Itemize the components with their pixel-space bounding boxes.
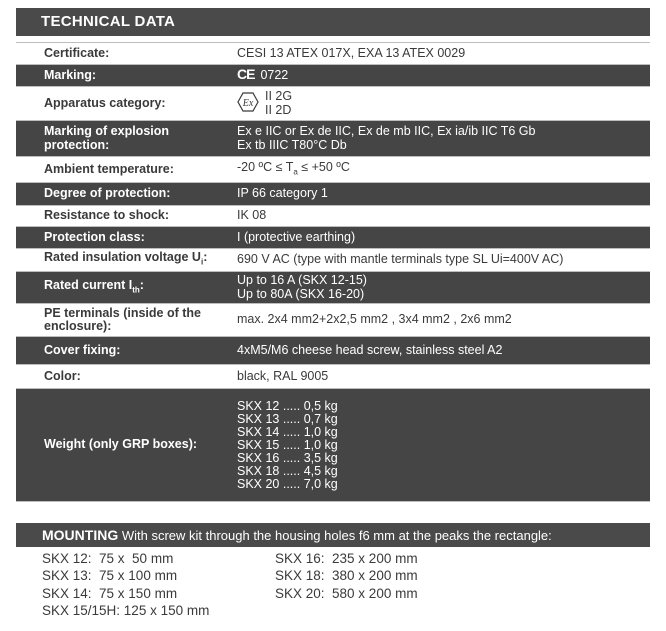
table-row-cover	[16, 337, 650, 365]
table-row-protection-class	[16, 227, 650, 249]
label-line: protection:	[44, 137, 110, 152]
category-line: II 2G	[265, 89, 293, 103]
row-value: 4xM5/M6 cheese head screw, stainless steel A2	[229, 337, 650, 365]
mounting-header	[16, 523, 650, 547]
table-row-insulation	[16, 249, 650, 272]
mounting-item: SKX 16: 235 x 200 mm	[275, 551, 418, 566]
mounting-text: With screw kit through the housing holes f6 mm at the peaks the rectangle:	[118, 528, 552, 543]
label-sub: th	[132, 285, 140, 294]
table-row-shock	[16, 206, 650, 227]
table-row-marking	[16, 65, 650, 87]
label-line: PE terminals (inside of the	[44, 305, 201, 320]
row-label	[16, 121, 229, 157]
value-line: Up to 80A (SKX 16-20)	[237, 286, 365, 301]
row-value: 690 V AC (type with mantle terminals type SL Ui=400V AC)	[229, 249, 650, 272]
row-label: Protection class:	[16, 227, 229, 249]
mounting-item: SKX 18: 380 x 200 mm	[275, 568, 418, 583]
row-label: Weight (only GRP boxes):	[16, 389, 229, 502]
mounting-title: MOUNTING	[42, 527, 119, 543]
technical-data-table	[16, 42, 650, 502]
temp-max: ≤ +50 ºC	[297, 159, 350, 174]
row-label	[16, 249, 229, 272]
row-value	[229, 389, 650, 502]
mounting-item: SKX 14: 75 x 150 mm	[42, 586, 178, 601]
table-row-certificate	[16, 43, 650, 65]
notified-body-number: 0722	[260, 68, 289, 83]
section-title: TECHNICAL DATA	[41, 13, 176, 30]
temp-min: -20 ºC ≤ T	[237, 159, 294, 174]
weight-item: SKX 12 ..... 0,5 kg	[237, 398, 338, 413]
label-line: Marking of explosion	[44, 124, 170, 138]
label-end: :	[139, 277, 144, 292]
weight-item: SKX 13 ..... 0,7 kg	[237, 411, 338, 426]
category-line: II 2D	[265, 102, 292, 117]
weight-item: SKX 16 ..... 3,5 kg	[237, 450, 338, 465]
value-line: Ex tb IIIC T80°C Db	[237, 137, 347, 152]
ex-hexagon-icon	[237, 92, 259, 116]
ce-mark-icon: CE	[237, 66, 255, 83]
table-row-weight	[16, 389, 650, 502]
row-label: Ambient temperature:	[16, 157, 229, 183]
label-end: :	[203, 250, 208, 264]
temp-sub: a	[293, 167, 298, 176]
table-row-category	[16, 87, 650, 121]
row-value	[229, 157, 650, 183]
mounting-item: SKX 15/15H: 125 x 150 mm	[42, 603, 210, 618]
row-label: Apparatus category:	[16, 87, 229, 121]
table-row-pe-terminals	[16, 304, 650, 337]
label-text: Rated current I	[44, 277, 133, 292]
row-label: Degree of protection:	[16, 183, 229, 206]
row-label: Cover fixing:	[16, 337, 229, 365]
table-row-current	[16, 272, 650, 304]
weight-item: SKX 14 ..... 1,0 kg	[237, 424, 338, 439]
row-label: Certificate:	[16, 43, 229, 65]
row-label	[16, 304, 229, 337]
row-value	[229, 272, 650, 304]
label-sub: i	[200, 257, 204, 267]
mounting-item: SKX 20: 580 x 200 mm	[275, 586, 418, 601]
table-row-degree	[16, 183, 650, 206]
table-row-ambient	[16, 157, 650, 183]
row-value: IK 08	[229, 206, 650, 227]
mounting-item: SKX 13: 75 x 100 mm	[42, 568, 178, 583]
row-value: max. 2x4 mm2+2x2,5 mm2 , 3x4 mm2 , 2x6 mm2	[229, 304, 650, 337]
row-value	[229, 65, 650, 87]
row-value: I (protective earthing)	[229, 227, 650, 249]
label-text: Rated insulation voltage U	[44, 250, 201, 264]
row-label: Color:	[16, 365, 229, 389]
weight-item: SKX 15 ..... 1,0 kg	[237, 437, 338, 452]
row-value: black, RAL 9005	[229, 365, 650, 389]
row-value: CESI 13 ATEX 017X, EXA 13 ATEX 0029	[229, 43, 650, 65]
table-row-explosion	[16, 121, 650, 157]
row-value	[229, 87, 650, 121]
value-line: Ex e IIC or Ex de IIC, Ex de mb IIC, Ex ia/ib IIC T6 Gb	[237, 124, 536, 138]
row-label: Resistance to shock:	[16, 206, 229, 227]
value-line: Up to 16 A (SKX 12-15)	[237, 273, 367, 287]
weight-item: SKX 20 ..... 7,0 kg	[237, 476, 338, 491]
row-value: IP 66 category 1	[229, 183, 650, 206]
mounting-item: SKX 12: 75 x 50 mm	[42, 551, 174, 566]
weight-item: SKX 18 ..... 4,5 kg	[237, 463, 338, 478]
row-value	[229, 121, 650, 157]
table-row-color	[16, 365, 650, 389]
row-label: Marking:	[16, 65, 229, 87]
technical-data-header	[16, 8, 650, 36]
ex-symbol-text: Ex	[242, 97, 254, 109]
row-label	[16, 272, 229, 304]
label-line: enclosure):	[44, 319, 112, 333]
